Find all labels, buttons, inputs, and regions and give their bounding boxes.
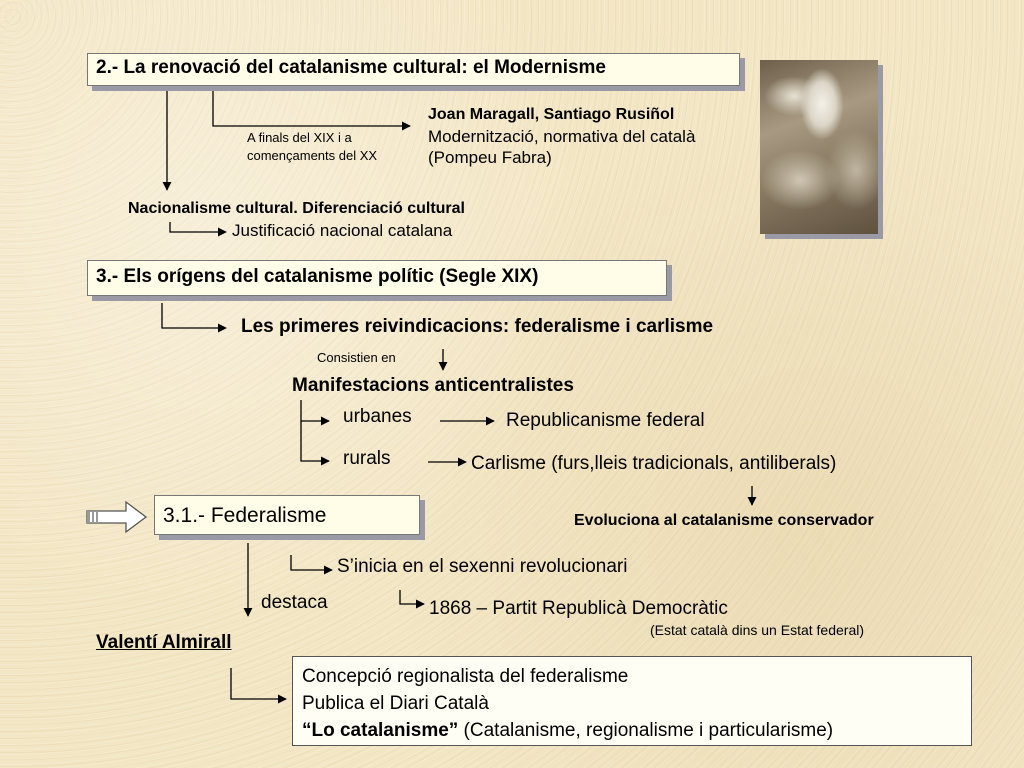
- sinicia-text: S’inicia en el sexenni revolucionari: [337, 556, 628, 577]
- justificacio-text: Justificació nacional catalana: [232, 221, 453, 240]
- arrow-title3-to-reivindicacions: [162, 303, 226, 328]
- arrow-title2-to-names: [213, 86, 410, 126]
- destaca-label: destaca: [261, 592, 328, 613]
- section3-title: 3.- Els orígens del catalanisme polític (Segle XIX): [96, 266, 539, 287]
- estat-text: (Estat català dins un Estat federal): [650, 622, 864, 638]
- republicanisme-text: Republicanisme federal: [506, 410, 705, 431]
- arrow-to-urbanes: [301, 400, 329, 421]
- carlisme-text: Carlisme (furs,lleis tradicionals, antiliberals): [471, 453, 837, 474]
- section31-title: 3.1.- Federalisme: [163, 504, 327, 527]
- rurals-label: rurals: [343, 448, 391, 469]
- section2-title-box: [87, 53, 740, 86]
- section3-title-box: [87, 260, 667, 296]
- modernitzacio-text: Modernització, normativa del català: [428, 127, 696, 146]
- section31-title-box: [154, 495, 420, 535]
- lo-catalanisme-desc: (Catalanisme, regionalisme i particularisme): [458, 720, 834, 741]
- note-period: [247, 129, 377, 165]
- arrow-title31-to-sinicia: [291, 555, 332, 570]
- reivindicacions-heading: Les primeres reivindicacions: federalisme i carlisme: [241, 316, 714, 337]
- lo-catalanisme-title: “Lo catalanisme”: [302, 720, 459, 741]
- almirall-info-box: [292, 656, 972, 746]
- publica-line: Publica el Diari Català: [302, 693, 489, 714]
- almirall-heading: Valentí Almirall: [96, 632, 232, 653]
- evoluciona-text: Evoluciona al catalanisme conservador: [574, 512, 874, 529]
- modernist-sculpture-image: [760, 60, 878, 234]
- arrow-to-justificacio: [170, 222, 226, 232]
- manifestacions-heading: Manifestacions anticentralistes: [292, 375, 574, 396]
- lo-catalanisme-line: [302, 717, 962, 744]
- arrow-to-partit: [400, 590, 424, 604]
- arrow-almirall-to-box: [231, 668, 286, 699]
- note-line-2: començaments del XX: [247, 148, 378, 163]
- urbanes-label: urbanes: [343, 406, 412, 427]
- names-heading: Joan Maragall, Santiago Rusiñol: [428, 106, 675, 123]
- consistien-label: Consistien en: [317, 350, 396, 365]
- pompeu-text: (Pompeu Fabra): [428, 148, 552, 167]
- partit-text: 1868 – Partit Republicà Democràtic: [429, 598, 728, 619]
- concepcio-line: Concepció regionalista del federalisme: [302, 666, 629, 687]
- arrow-to-rurals: [301, 421, 329, 461]
- block-right-arrow-icon: [87, 502, 146, 532]
- note-line-1: A finals del XIX i a: [247, 130, 352, 145]
- nacionalisme-heading: Nacionalisme cultural. Diferenciació cultural: [128, 200, 465, 217]
- section2-title: 2.- La renovació del catalanisme cultural: el Modernisme: [96, 57, 607, 78]
